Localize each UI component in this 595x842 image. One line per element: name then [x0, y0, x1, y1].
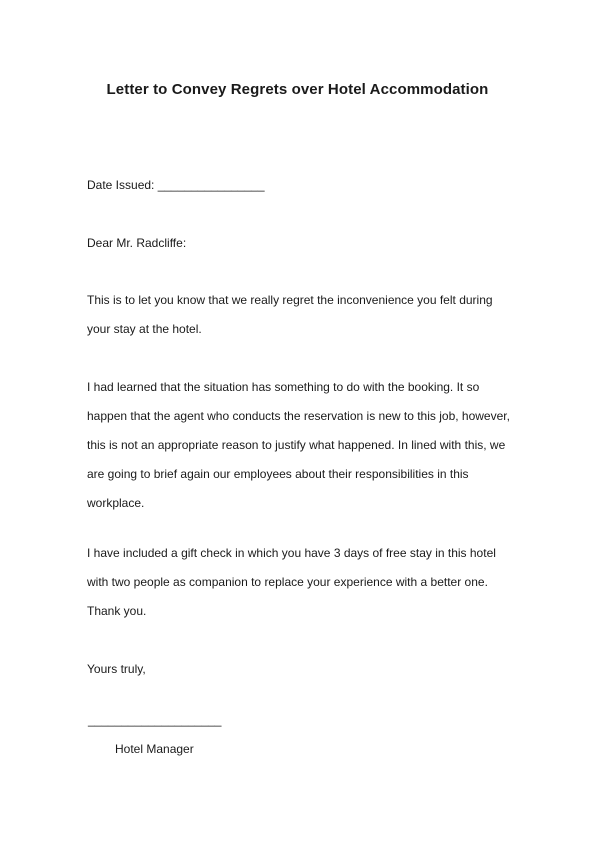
salutation-text: Dear Mr. Radcliffe: — [87, 236, 187, 250]
paragraph-line: Thank you. — [87, 604, 147, 618]
closing — [87, 655, 527, 684]
paragraph-line: are going to brief again our employees about their responsibilities in this — [87, 467, 469, 481]
signatory-title: Hotel Manager — [115, 742, 194, 756]
paragraph-line: your stay at the hotel. — [87, 322, 202, 336]
paragraph-line: happen that the agent who conducts the reservation is new to this job, however, — [87, 409, 510, 423]
paragraph-line: with two people as companion to replace your experience with a better one. — [87, 575, 488, 589]
paragraph-apology — [87, 286, 527, 344]
paragraph-line: I had learned that the situation has something to do with the booking. It so — [87, 380, 480, 394]
paragraph-line: This is to let you know that we really regret the inconvenience you felt during — [87, 293, 493, 307]
paragraph-explanation — [87, 373, 527, 518]
date-issued-text: Date Issued: ________________ — [87, 178, 265, 192]
date-issued-line — [87, 171, 527, 200]
paragraph-line: this is not an appropriate reason to justify what happened. In lined with this, we — [87, 438, 506, 452]
paragraph-line: I have included a gift check in which you have 3 days of free stay in this hotel — [87, 546, 496, 560]
document-title: Letter to Convey Regrets over Hotel Accommodation — [106, 81, 489, 98]
paragraph-line: workplace. — [87, 496, 145, 510]
salutation — [87, 229, 527, 258]
paragraph-gift-check — [87, 539, 527, 626]
signature-line: ____________________ — [88, 713, 222, 727]
closing-text: Yours truly, — [87, 662, 146, 676]
